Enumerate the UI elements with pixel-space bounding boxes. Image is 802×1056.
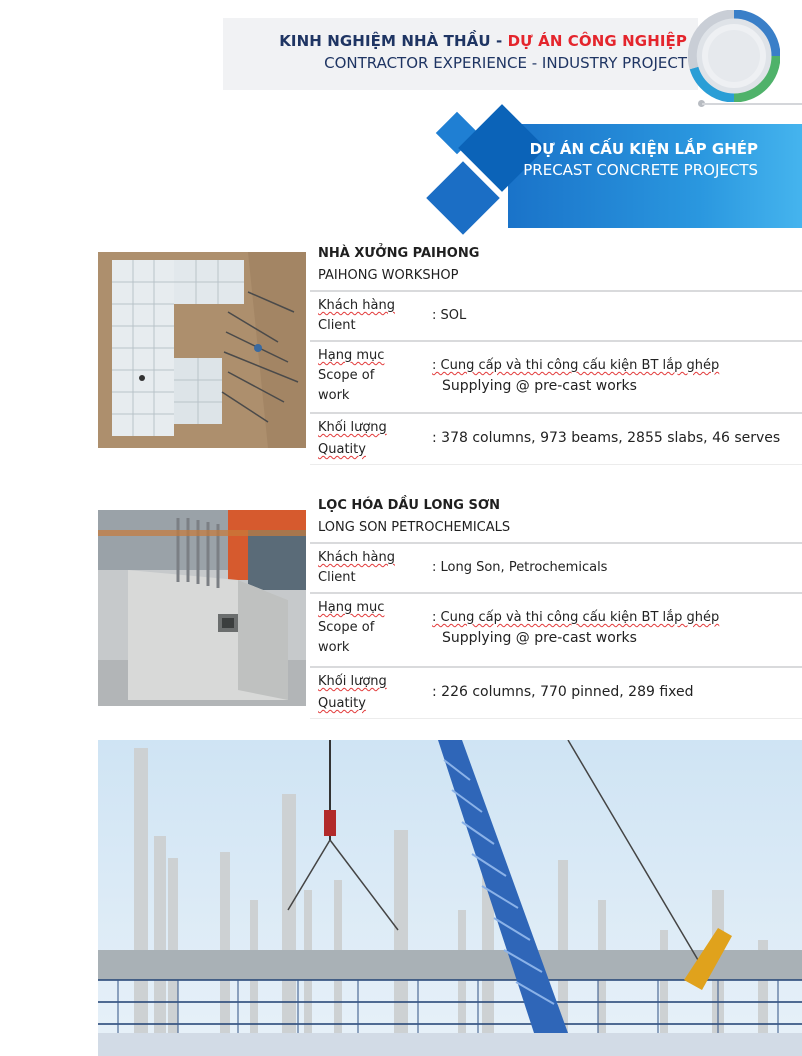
scope-row: [310, 340, 802, 413]
scope-row: [310, 592, 802, 667]
project-photo: [98, 252, 306, 448]
section-title-vn: DỰ ÁN CẤU KIỆN LẮP GHÉP: [529, 140, 758, 158]
client-value: : Long Son, Petrochemicals: [432, 560, 608, 575]
client-row: [310, 290, 802, 341]
precast-block-image: [98, 510, 306, 706]
precast-columns-crane-image: [98, 740, 802, 1033]
section-title-en: PRECAST CONCRETE PROJECTS: [523, 161, 758, 179]
header-title-vn: [279, 32, 687, 50]
project-photo: [98, 510, 306, 706]
company-logo-icon: [688, 10, 780, 102]
scope-label-vn: Hạng mục: [318, 600, 385, 615]
client-label-vn: Khách hàng: [318, 550, 395, 565]
aerial-workshop-image: [98, 252, 306, 448]
client-row: [310, 542, 802, 593]
header-title-en: CONTRACTOR EXPERIENCE - INDUSTRY PROJECT: [324, 54, 687, 72]
scope-label-en-2: work: [318, 640, 350, 655]
document-page: [98, 0, 802, 1056]
scope-label-en-1: Scope of: [318, 620, 375, 635]
quantity-label-vn: Khối lượng: [318, 674, 387, 689]
quantity-label-en: Quatity: [318, 442, 366, 457]
client-value: : SOL: [432, 308, 467, 323]
scope-value-en: Supplying @ pre-cast works: [442, 378, 637, 394]
section-banner: [428, 100, 802, 225]
scope-label-en-1: Scope of: [318, 368, 375, 383]
quantity-value: : 378 columns, 973 beams, 2855 slabs, 46 serves: [432, 430, 781, 446]
project-title-en: PAIHONG WORKSHOP: [318, 268, 459, 283]
scope-value-vn: : Cung cấp và thi công cấu kiện BT lắp ghép: [432, 610, 720, 625]
client-label-en: Client: [318, 570, 356, 585]
client-label-vn: Khách hàng: [318, 298, 395, 313]
quantity-row: [310, 666, 802, 719]
quantity-label-vn: Khối lượng: [318, 420, 387, 435]
construction-site-photo: [98, 740, 802, 1033]
footer-bar: [98, 1033, 802, 1056]
project-title-vn: LỌC HÓA DẦU LONG SƠN: [318, 498, 501, 513]
quantity-label-en: Quatity: [318, 696, 366, 711]
scope-value-vn: : Cung cấp và thi công cấu kiện BT lắp ghép: [432, 358, 720, 373]
header-title-vn-highlight: DỰ ÁN CÔNG NGHIỆP: [507, 32, 687, 50]
quantity-row: [310, 412, 802, 465]
client-label-en: Client: [318, 318, 356, 333]
scope-label-vn: Hạng mục: [318, 348, 385, 363]
project-title-en: LONG SON PETROCHEMICALS: [318, 520, 511, 535]
quantity-value: : 226 columns, 770 pinned, 289 fixed: [432, 684, 694, 700]
project-title-vn: NHÀ XƯỞNG PAIHONG: [318, 246, 480, 261]
scope-value-en: Supplying @ pre-cast works: [442, 630, 637, 646]
scope-label-en-2: work: [318, 388, 350, 403]
header-title-vn-prefix: KINH NGHIỆM NHÀ THẦU -: [279, 32, 508, 50]
